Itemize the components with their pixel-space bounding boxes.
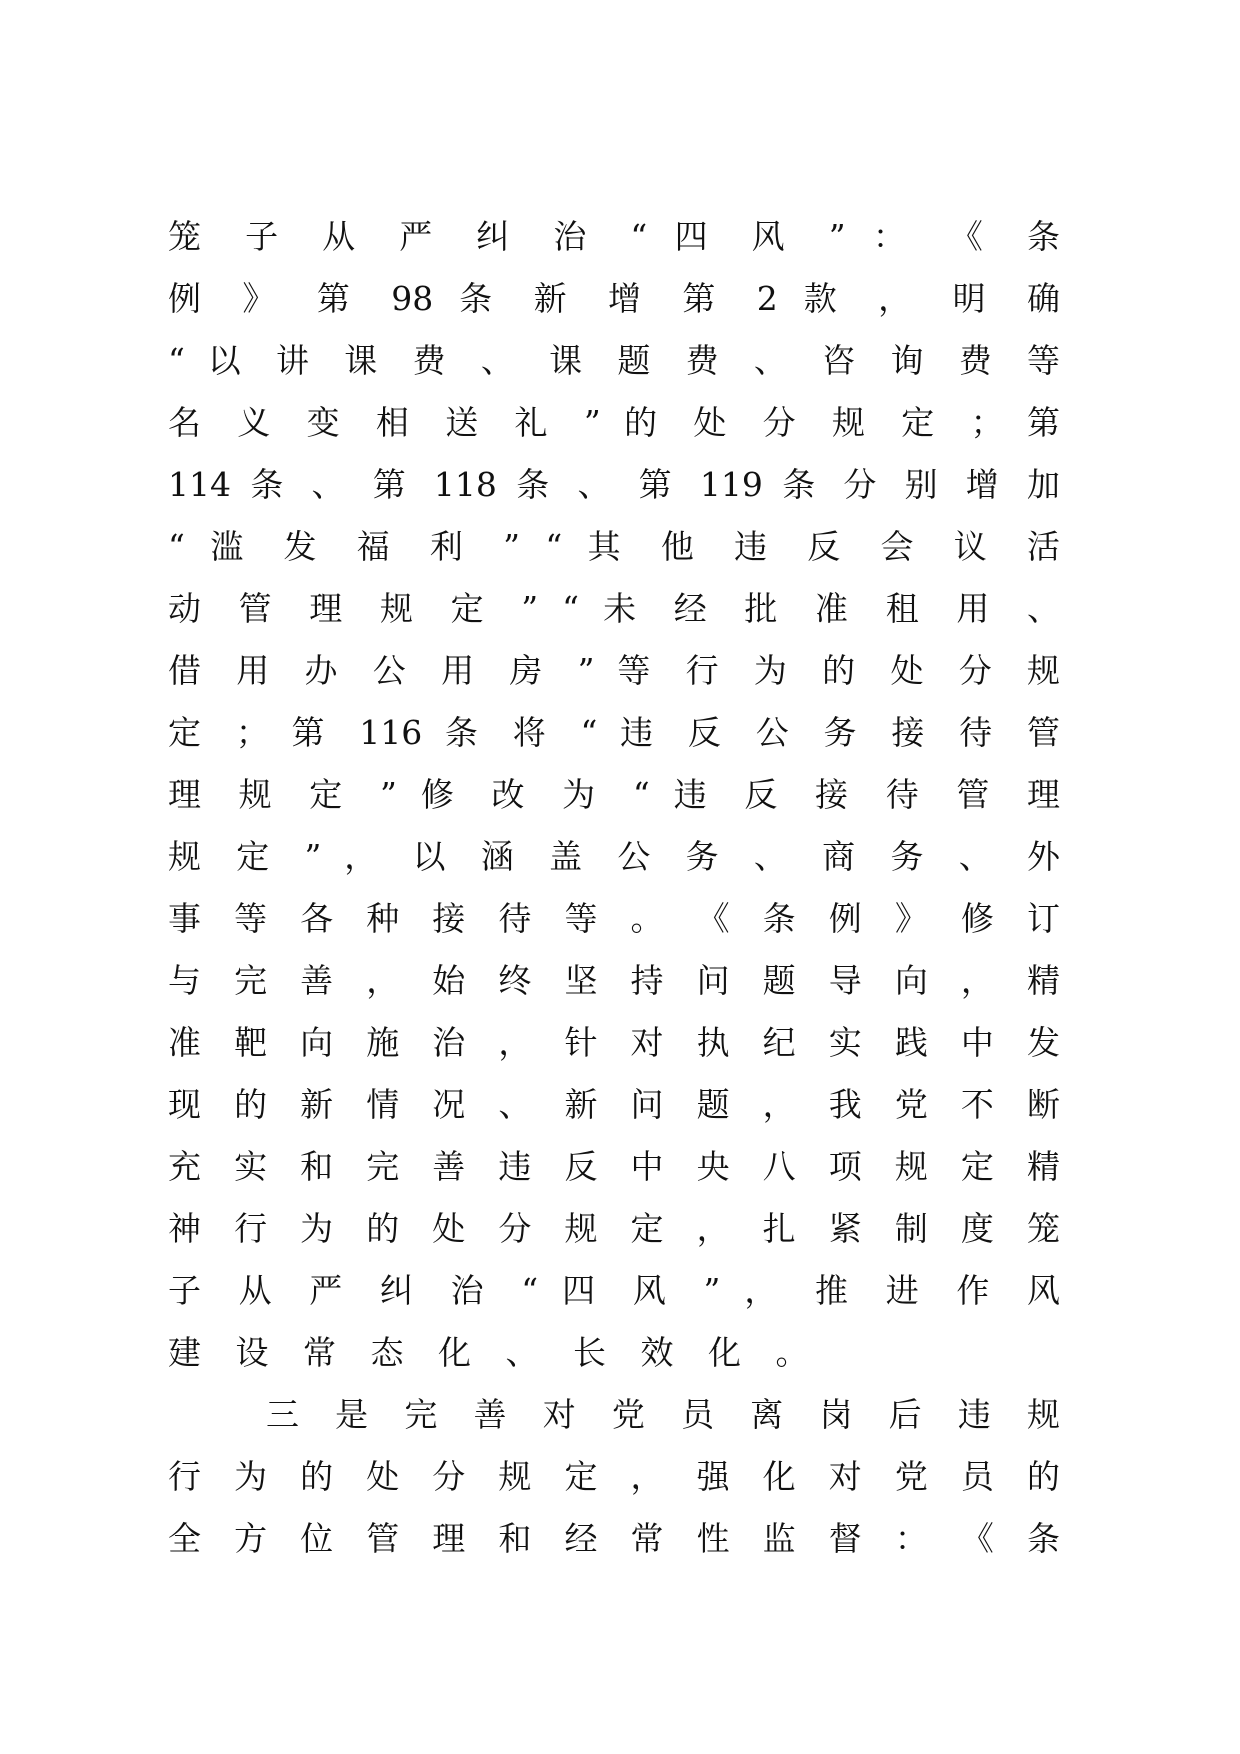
text-line: 例 》 第 98 条 新 增 第 2 款 ， 明 确	[168, 279, 1060, 318]
text-line: 准 靶 向 施 治 ， 针 对 执 纪 实 践 中 发	[168, 1023, 1060, 1062]
text-line: 114 条 、 第 118 条 、 第 119 条 分 别 增 加	[168, 465, 1060, 504]
paragraph-start-line: 三 是 完 善 对 党 员 离 岗 后 违 规	[266, 1395, 1060, 1434]
paragraph-end-line: 建设常态化、长效化。	[168, 1333, 843, 1372]
text-line: 行 为 的 处 分 规 定 ， 强 化 对 党 员 的	[168, 1457, 1060, 1496]
text-line: 理 规 定 ” 修 改 为 “ 违 反 接 待 管 理	[168, 775, 1060, 814]
text-line: 充 实 和 完 善 违 反 中 央 八 项 规 定 精	[168, 1147, 1060, 1186]
text-line: 借 用 办 公 用 房 ” 等 行 为 的 处 分 规	[168, 651, 1060, 690]
text-line: “ 以 讲 课 费 、 课 题 费 、 咨 询 费 等	[168, 341, 1060, 380]
text-line: 全 方 位 管 理 和 经 常 性 监 督 ： 《 条	[168, 1519, 1060, 1558]
text-line: 动 管 理 规 定 ” “ 未 经 批 准 租 用 、	[168, 589, 1060, 628]
body-text	[168, 206, 1060, 1570]
text-line: 笼 子 从 严 纠 治 “ 四 风 ” ： 《 条	[168, 217, 1060, 256]
text-line: 名 义 变 相 送 礼 ” 的 处 分 规 定 ； 第	[168, 403, 1060, 442]
text-line: 与 完 善 ， 始 终 坚 持 问 题 导 向 ， 精	[168, 961, 1060, 1000]
text-line: 规 定 ” ， 以 涵 盖 公 务 、 商 务 、 外	[168, 837, 1060, 876]
text-line: 子 从 严 纠 治 “ 四 风 ” ， 推 进 作 风	[168, 1271, 1060, 1310]
text-line: 定 ； 第 116 条 将 “ 违 反 公 务 接 待 管	[168, 713, 1060, 752]
text-line: 神 行 为 的 处 分 规 定 ， 扎 紧 制 度 笼	[168, 1209, 1060, 1248]
text-line: 现 的 新 情 况 、 新 问 题 ， 我 党 不 断	[168, 1085, 1060, 1124]
text-line: “ 滥 发 福 利 ” “ 其 他 违 反 会 议 活	[168, 527, 1060, 566]
text-line: 事 等 各 种 接 待 等 。 《 条 例 》 修 订	[168, 899, 1060, 938]
